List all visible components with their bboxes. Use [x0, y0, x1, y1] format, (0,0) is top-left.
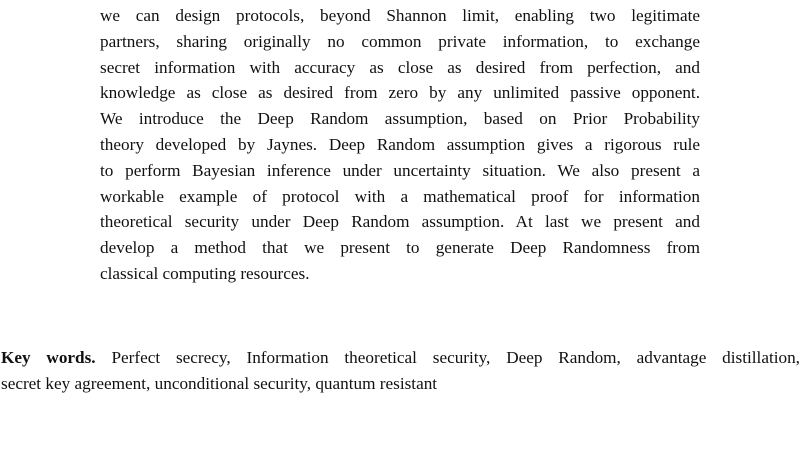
abstract-line-3: secret information with accuracy as close as desired from perfection, and: [100, 57, 700, 77]
abstract-line-7: to perform Bayesian inference under uncertainty situation. We also present a: [100, 160, 700, 180]
abstract-line-10: develop a method that we present to generate Deep Randomness from: [100, 238, 700, 258]
keywords-label: Key words.: [1, 348, 96, 367]
keywords-line-2: secret key agreement, unconditional security, quantum resistant: [1, 373, 438, 393]
abstract-line-11: classical computing resources.: [100, 263, 310, 283]
abstract-body: [100, 3, 700, 287]
abstract-line-6: theory developed by Jaynes. Deep Random assumption gives a rigorous rule: [100, 134, 700, 154]
abstract-line-8: workable example of protocol with a mathematical proof for information: [100, 186, 700, 206]
abstract-line-5: We introduce the Deep Random assumption, based on Prior Probability: [100, 109, 700, 129]
abstract-line-1: we can design protocols, beyond Shannon limit, enabling two legitimate: [100, 6, 700, 25]
keywords-line-1: [1, 345, 800, 371]
keywords-list-part-1: Perfect secrecy, Information theoretical security, Deep Random, advantage distillation,: [95, 348, 800, 367]
keywords-section: [1, 345, 800, 397]
abstract-line-2: partners, sharing originally no common private information, to exchange: [100, 31, 700, 51]
abstract-line-9: theoretical security under Deep Random assumption. At last we present and: [100, 212, 700, 232]
abstract-line-4: knowledge as close as desired from zero by any unlimited passive opponent.: [100, 83, 700, 103]
